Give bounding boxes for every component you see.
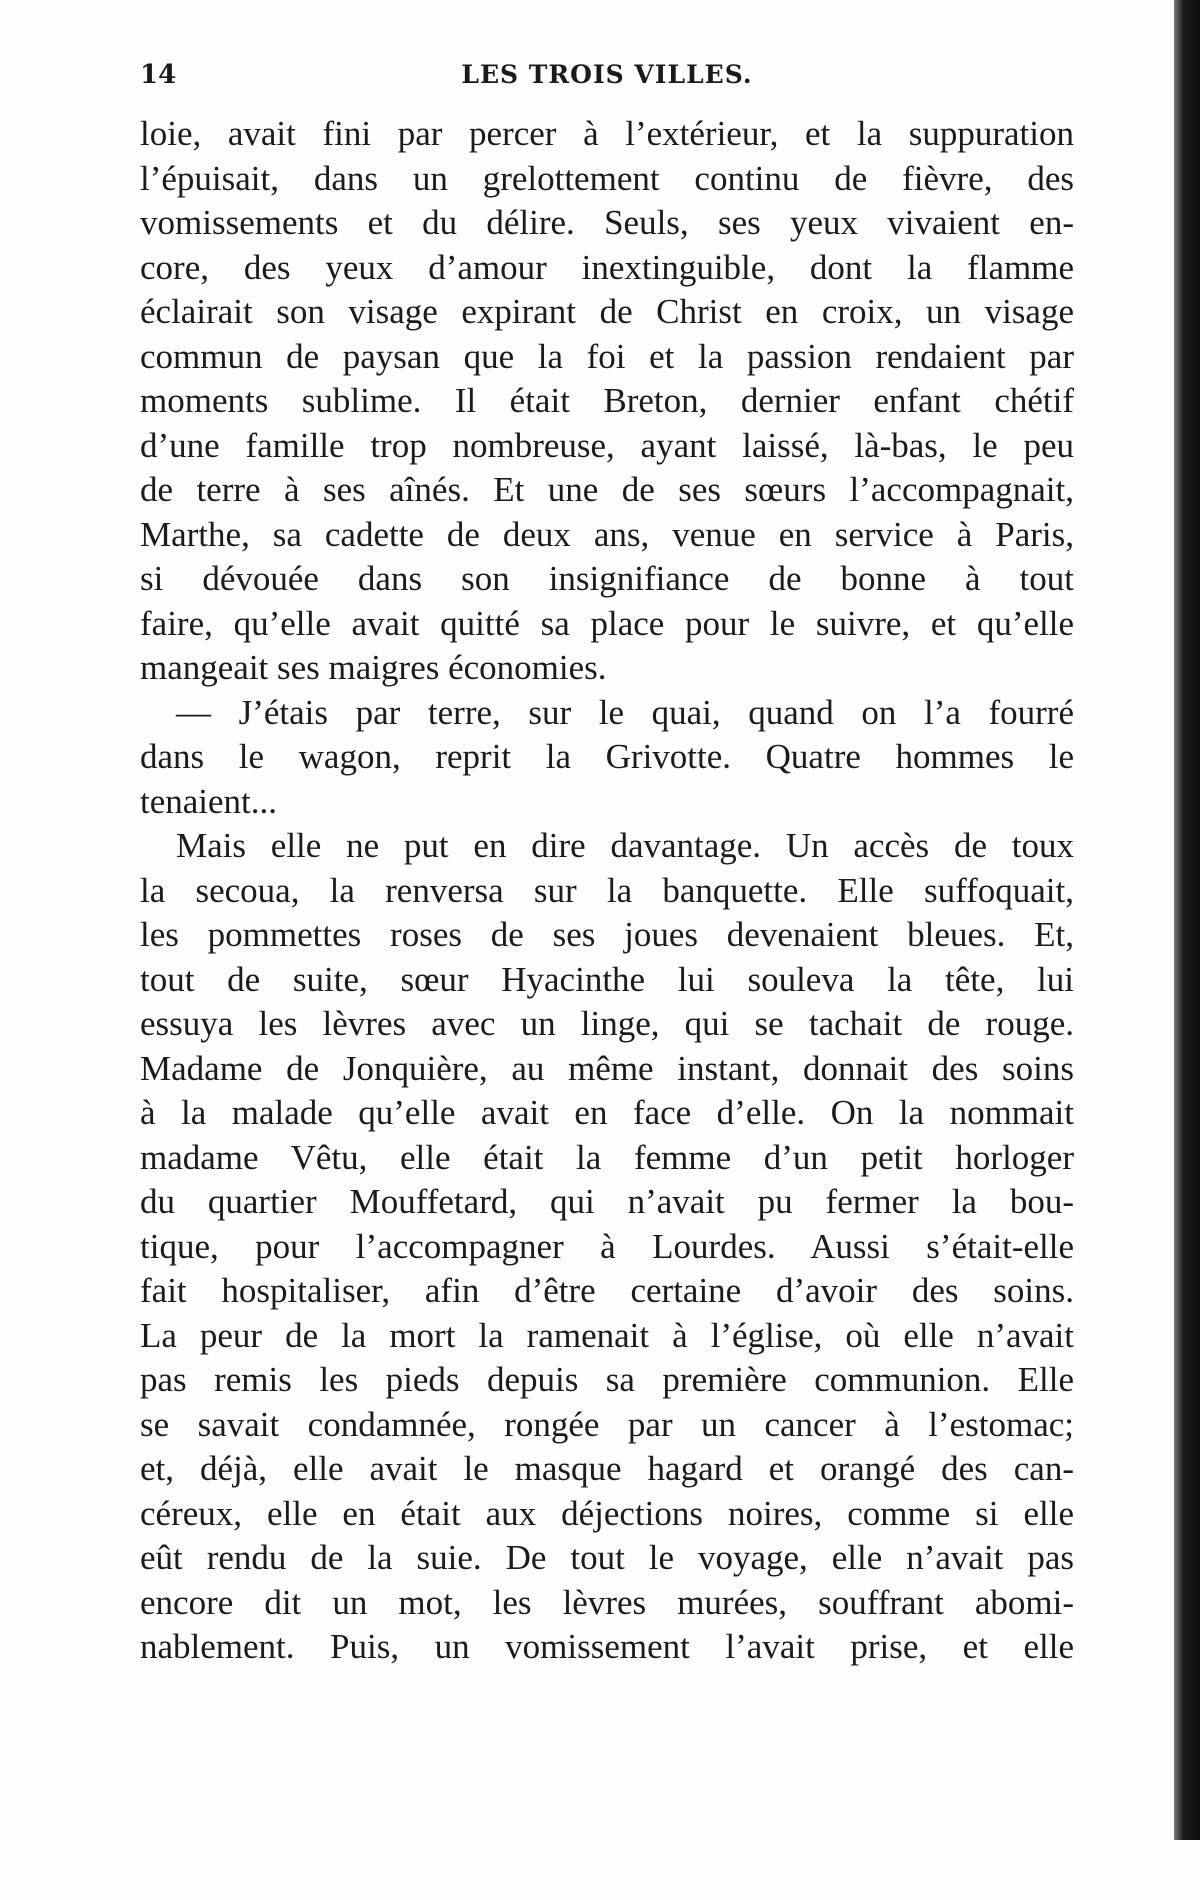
text-line: la secoua, la renversa sur la banquette. Elle suffoquait,: [140, 870, 1074, 910]
text-line: céreux, elle en était aux déjections noires, comme si elle: [140, 1493, 1074, 1533]
text-line: tenaient...: [140, 781, 278, 821]
text-line: pas remis les pieds depuis sa première communion. Elle: [140, 1360, 1074, 1399]
text-line: madame Vêtu, elle était la femme d’un petit horloger: [140, 1137, 1074, 1177]
text-line: les pommettes roses de ses joues devenaient bleues. Et,: [140, 915, 1074, 954]
text-line: fait hospitaliser, afin d’être certaine d’avoir des soins.: [140, 1271, 1074, 1310]
scan-edge-shadow: [1174, 0, 1200, 1840]
text-line: vomissements et du délire. Seuls, ses yeux vivaient en-: [140, 203, 1074, 242]
text-line: Mais elle ne put en dire davantage. Un accès de toux: [176, 826, 1074, 865]
text-line: moments sublime. Il était Breton, dernier enfant chétif: [140, 381, 1074, 420]
text-line: si dévouée dans son insignifiance de bonne à tout: [140, 559, 1074, 598]
text-line: mangeait ses maigres économies.: [140, 648, 607, 687]
text-line: de terre à ses aînés. Et une de ses sœurs l’accompagnait,: [140, 470, 1074, 509]
page-number: 14: [140, 60, 177, 90]
text-line: à la malade qu’elle avait en face d’elle. On la nommait: [140, 1093, 1074, 1132]
text-line: commun de paysan que la foi et la passion rendaient par: [140, 336, 1074, 376]
text-line: Madame de Jonquière, au même instant, donnait des soins: [140, 1048, 1074, 1088]
text-line: faire, qu’elle avait quitté sa place pour le suivre, et qu’elle: [140, 603, 1074, 643]
text-line: eût rendu de la suie. De tout le voyage, elle n’avait pas: [140, 1538, 1074, 1577]
text-line: du quartier Mouffetard, qui n’avait pu fermer la bou-: [140, 1182, 1074, 1221]
text-line: La peur de la mort la ramenait à l’église, où elle n’avait: [140, 1315, 1074, 1355]
text-line: l’épuisait, dans un grelottement continu de fièvre, des: [140, 158, 1074, 198]
text-line: loie, avait fini par percer à l’extérieur, et la suppuration: [140, 114, 1074, 153]
body-text: [140, 112, 1074, 1670]
text-line: tout de suite, sœur Hyacinthe lui souleva la tête, lui: [140, 959, 1074, 999]
text-line: et, déjà, elle avait le masque hagard et orangé des can-: [140, 1449, 1074, 1488]
text-line: éclairait son visage expirant de Christ en croix, un visage: [140, 292, 1074, 331]
text-line: se savait condamnée, rongée par un cancer à l’estomac;: [140, 1404, 1074, 1444]
text-line: dans le wagon, reprit la Grivotte. Quatre hommes le: [140, 737, 1074, 776]
page-header: [140, 60, 1074, 100]
text-line: — J’étais par terre, sur le quai, quand on l’a fourré: [176, 692, 1074, 732]
text-line: encore dit un mot, les lèvres murées, souffrant abomi-: [140, 1582, 1074, 1622]
text-line: Marthe, sa cadette de deux ans, venue en service à Paris,: [140, 514, 1074, 554]
running-title: LES TROIS VILLES.: [461, 60, 753, 89]
text-line: essuya les lèvres avec un linge, qui se tachait de rouge.: [140, 1004, 1074, 1043]
text-line: nablement. Puis, un vomissement l’avait prise, et elle: [140, 1627, 1074, 1666]
text-line: core, des yeux d’amour inextinguible, dont la flamme: [140, 247, 1074, 287]
text-line: tique, pour l’accompagner à Lourdes. Aussi s’était-elle: [140, 1226, 1074, 1266]
text-line: d’une famille trop nombreuse, ayant laissé, là-bas, le peu: [140, 425, 1074, 465]
